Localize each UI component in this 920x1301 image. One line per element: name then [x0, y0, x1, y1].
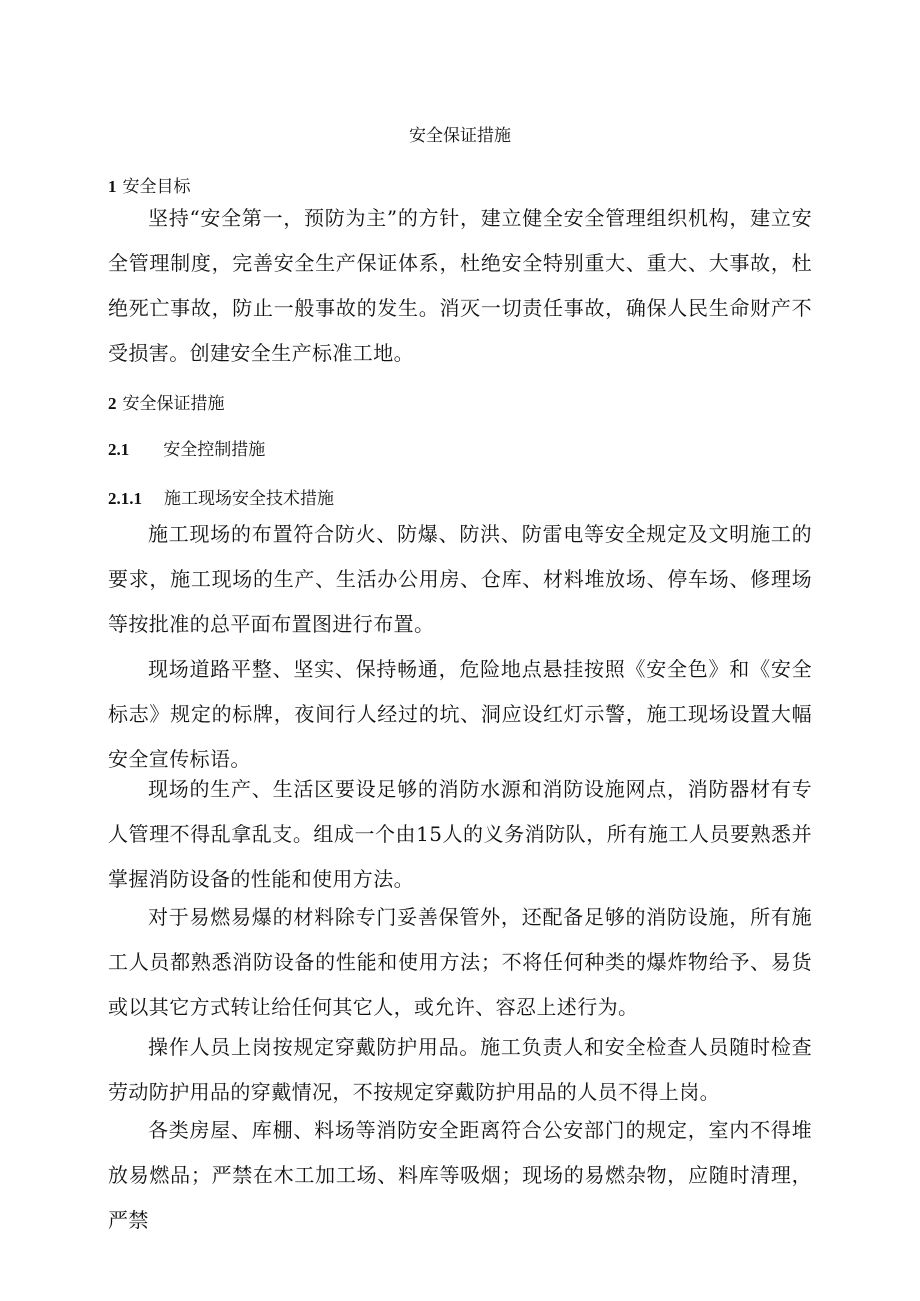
section-heading-2 [108, 392, 225, 416]
section-title: 施工现场安全技术措施 [164, 489, 334, 509]
section-title: 安全控制措施 [163, 440, 266, 460]
paragraph-fire-distance: 各类房屋、库棚、料场等消防安全距离符合公安部门的规定，室内不得堆放易燃品；严禁在木工加工场、料库等吸烟；现场的易燃杂物，应随时清理，严禁 [108, 1118, 812, 1232]
section-number: 2.1 [108, 440, 130, 459]
paragraph-flammable-materials: 对于易燃易爆的材料除专门妥善保管外，还配备足够的消防设施，所有施工人员都熟悉消防设备的性能和使用方法；不将任何种类的爆炸物给予、易货或以其它方式转让给任何其它人，或允许、容忍上述行为。 [108, 905, 812, 1019]
section-heading-2-1 [108, 438, 265, 462]
section-heading-2-1-1 [108, 487, 334, 511]
section-number: 2 [108, 394, 117, 413]
paragraph-fire-facilities: 现场的生产、生活区要设足够的消防水源和消防设施网点，消防器材有专人管理不得乱拿乱支。组成一个由15人的义务消防队，所有施工人员要熟悉并掌握消防设备的性能和使用方法。 [108, 777, 812, 891]
section-number: 2.1.1 [108, 489, 142, 508]
document-title: 安全保证措施 [409, 126, 511, 146]
section-title: 安全目标 [122, 177, 191, 197]
section-number: 1 [108, 177, 117, 196]
paragraph-safety-goal: 坚持“安全第一，预防为主”的方针，建立健全安全管理组织机构，建立安全管理制度，完善安全生产保证体系，杜绝安全特别重大、重大、大事故，杜绝死亡事故，防止一般事故的发生。消灭一切责任事故，确保人民生命财产不受损害。创建安全生产标准工地。 [108, 206, 812, 365]
paragraph-site-layout: 施工现场的布置符合防火、防爆、防洪、防雷电等安全规定及文明施工的要求，施工现场的生产、生活办公用房、仓库、材料堆放场、停车场、修理场等按批准的总平面布置图进行布置。 [108, 522, 812, 636]
section-title: 安全保证措施 [122, 394, 225, 414]
paragraph-protective-gear: 操作人员上岗按规定穿戴防护用品。施工负责人和安全检查人员随时检查劳动防护用品的穿戴情况，不按规定穿戴防护用品的人员不得上岗。 [108, 1035, 812, 1104]
paragraph-roads-signs: 现场道路平整、坚实、保持畅通，危险地点悬挂按照《安全色》和《安全标志》规定的标牌，夜间行人经过的坑、洞应设红灯示警，施工现场设置大幅安全宣传标语。 [108, 657, 812, 771]
